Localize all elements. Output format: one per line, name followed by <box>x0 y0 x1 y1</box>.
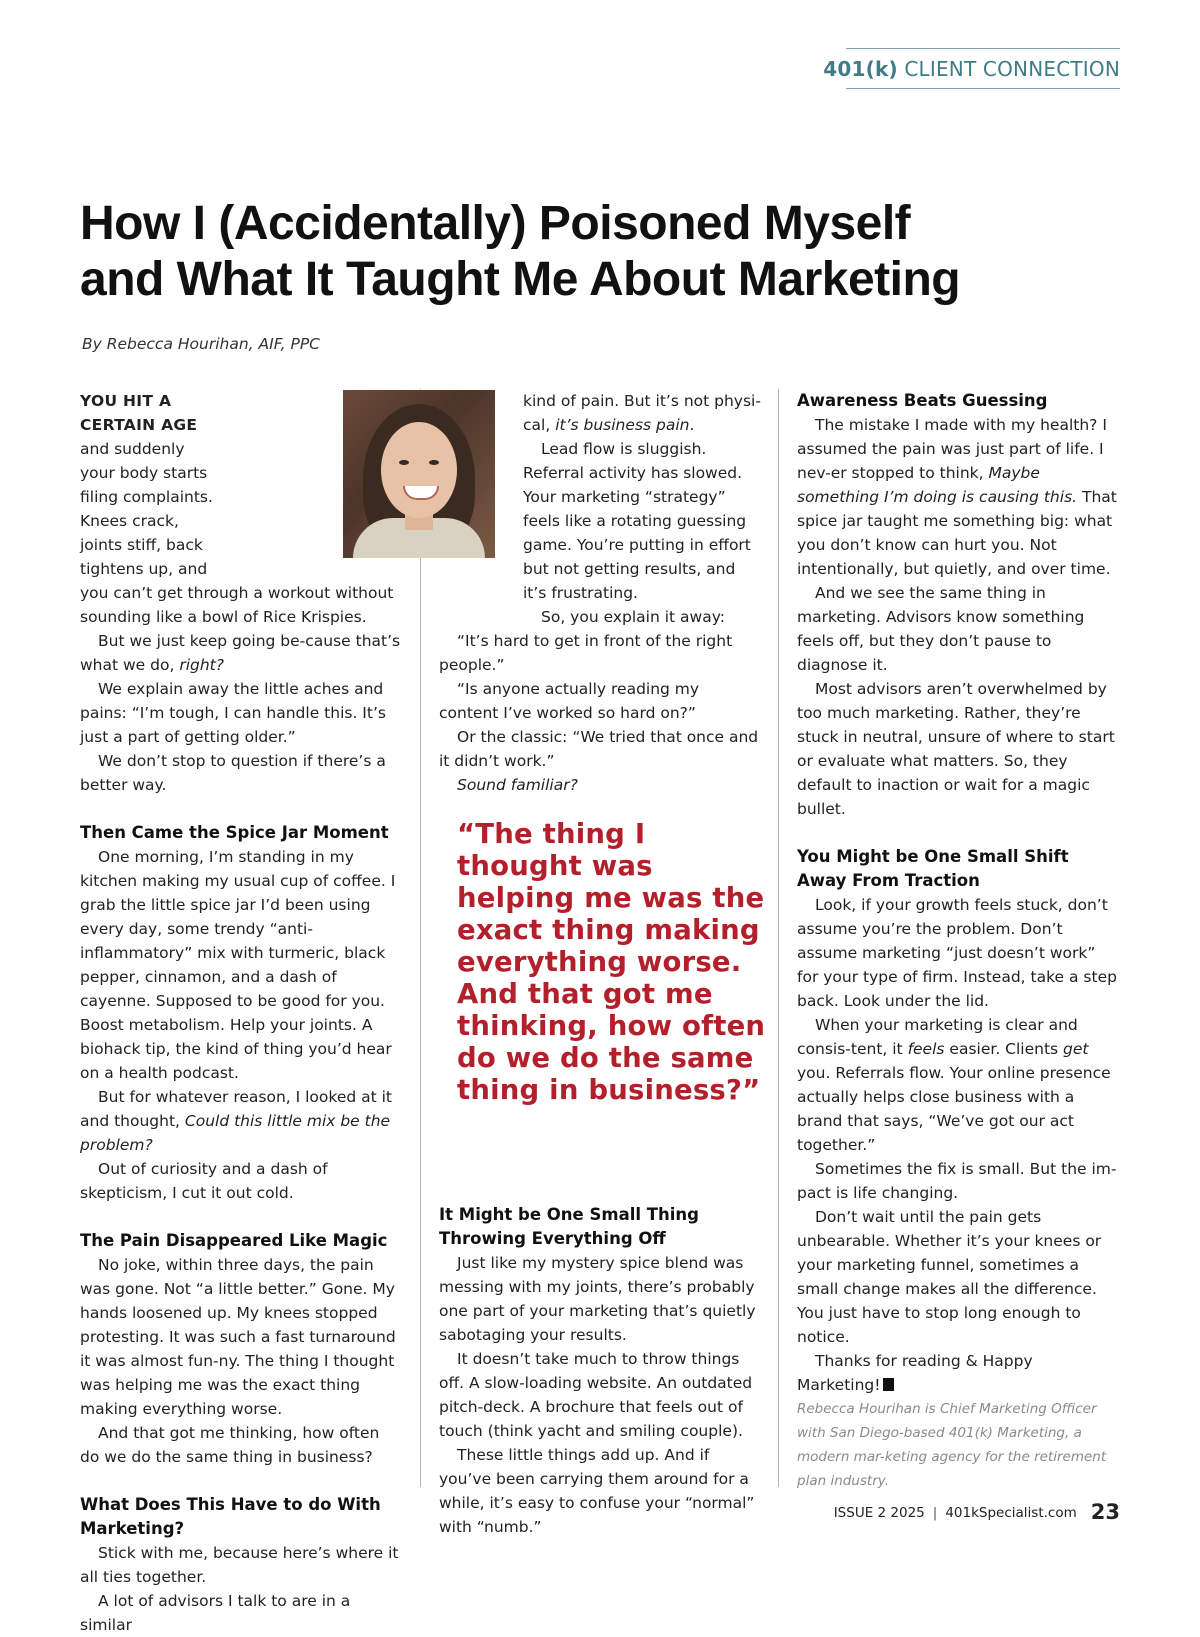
emphasis-text: get <box>1063 1040 1089 1058</box>
section-name: CLIENT CONNECTION <box>904 57 1120 81</box>
footer-divider: | <box>932 1505 938 1521</box>
paragraph-text: But we just keep going be-cause that’s what we do, <box>80 632 401 674</box>
paragraph-text: That spice jar taught me something big: what you don’t know can hurt you. Not intentionally, but quietly, and over time. <box>797 488 1117 578</box>
byline: By Rebecca Hourihan, AIF, PPC <box>82 335 320 353</box>
paragraph: Out of curiosity and a dash of skepticism, I cut it out cold. <box>80 1160 328 1202</box>
paragraph: Or the classic: “We tried that once and it didn’t work.” <box>439 728 759 770</box>
paragraph: No joke, within three days, the pain was gone. Not “a little better.” Gone. My hands loosened up. My knees stopped protesting. It was such a fast turnaround it was almost fun-ny. The thing I thought was helping me was the exact thing making everything worse. <box>80 1256 396 1418</box>
paragraph <box>797 413 1119 581</box>
paragraph: These little things add up. And if you’ve been carrying them around for a while, it’s easy to confuse your “normal” with “numb.” <box>439 1446 755 1536</box>
header-rule-top <box>846 48 1120 49</box>
subheading: Awareness Beats Guessing <box>797 391 1048 410</box>
header-rule-bottom <box>846 88 1120 89</box>
paragraph-text: The mistake I made with my health? I assumed the pain was just part of life. I nev-er stopped to think, <box>797 416 1107 482</box>
paragraph: We explain away the little aches and pains: “I’m tough, I can handle this. It’s just a part of getting older.” <box>80 680 386 746</box>
paragraph: A lot of advisors I talk to are in a similar <box>80 1592 351 1634</box>
subheading: The Pain Disappeared Like Magic <box>80 1231 388 1250</box>
lead-in-caps: YOU HIT A CERTAIN AGE <box>80 392 198 434</box>
site-link[interactable]: 401kSpecialist.com <box>945 1505 1077 1521</box>
column-divider-2 <box>778 389 779 1487</box>
emphasis-text: Maybe something I’m doing is causing this. <box>797 464 1078 506</box>
paragraph: So, you explain it away: <box>541 608 725 626</box>
subheading: Then Came the Spice Jar Moment <box>80 823 389 842</box>
paragraph: Don’t wait until the pain gets unbearable. Whether it’s your knees or your marketing funnel, sometimes a small change makes all the difference. You just have to stop long enough to notice. <box>797 1208 1102 1346</box>
paragraph <box>523 389 761 437</box>
paragraph-text: But for whatever reason, I looked at it and thought, <box>80 1088 393 1130</box>
issue-label: ISSUE 2 2025 <box>833 1505 925 1521</box>
paragraph-text: Thanks for reading & Happy Marketing! <box>797 1352 1033 1394</box>
paragraph: One morning, I’m standing in my kitchen making my usual cup of coffee. I grab the little spice jar I’d been using every day, some trendy “anti-inflammatory” mix with turmeric, black pepper, cinnamon, and a dash of cayenne. Supposed to be good for you. Boost metabolism. Help your joints. A biohack tip, the kind of thing you’d hear on a health podcast. <box>80 848 396 1082</box>
subheading: What Does This Have to do With Marketing? <box>80 1495 381 1538</box>
paragraph: “It’s hard to get in front of the right people.” <box>439 632 733 674</box>
paragraph: And that got me thinking, how often do we do the same thing in business? <box>80 1424 380 1466</box>
brand-label: 401(k) <box>823 57 898 81</box>
title-line-2: and What It Taught Me About Marketing <box>80 253 961 306</box>
paragraph <box>80 1085 402 1157</box>
page-footer <box>834 1500 1120 1524</box>
paragraph-text: and suddenly your body starts filing complaints. Knees crack, joints stiff, back tightens up, and you can’t get through a workout without sounding like a bowl of Rice Krispies. <box>80 440 394 626</box>
subheading: It Might be One Small Thing Throwing Everything Off <box>439 1205 699 1248</box>
subheading: You Might be One Small Shift Away From Traction <box>797 847 1069 890</box>
author-bio: Rebecca Hourihan is Chief Marketing Officer with San Diego-based 401(k) Marketing, a modern mar-keting agency for the retirement plan industry. <box>797 1401 1107 1489</box>
column-1 <box>80 389 402 1637</box>
paragraph-text: kind of pain. But it’s not physi-cal, <box>523 392 761 434</box>
article-title <box>80 196 1080 308</box>
paragraph: Just like my mystery spice blend was messing with my joints, there’s probably one part of your marketing that’s quietly sabotaging your results. <box>439 1254 756 1344</box>
paragraph: Sound familiar? <box>457 776 578 794</box>
paragraph-text: easier. Clients <box>944 1040 1064 1058</box>
paragraph <box>797 1013 1119 1157</box>
paragraph <box>797 1349 1119 1397</box>
section-label <box>823 57 1120 81</box>
paragraph: We don’t stop to question if there’s a better way. <box>80 752 386 794</box>
paragraph-text: When your marketing is clear and consis-tent, it <box>797 1016 1078 1058</box>
emphasis-text: Could this little mix be the problem? <box>80 1112 391 1154</box>
paragraph: Lead flow is sluggish. Referral activity has slowed. Your marketing “strategy” feels like a rotating guessing game. You’re putting in effort but not getting results, and it’s frustrating. <box>523 440 751 602</box>
paragraph-text: . <box>689 416 695 434</box>
photo-wrap-block <box>439 389 761 629</box>
paragraph: Stick with me, because here’s where it all ties together. <box>80 1544 399 1586</box>
paragraph: Most advisors aren’t overwhelmed by too much marketing. Rather, they’re stuck in neutral, unsure of where to start or evaluate what matters. So, they default to inaction or wait for a magic bullet. <box>797 680 1115 818</box>
paragraph <box>80 629 402 677</box>
column-3 <box>797 389 1119 1493</box>
emphasis-text: feels <box>907 1040 945 1058</box>
emphasis-text: right? <box>179 656 224 674</box>
end-mark-icon <box>883 1378 894 1391</box>
paragraph: Look, if your growth feels stuck, don’t assume you’re the problem. Don’t assume marketing “just doesn’t work” for your type of firm. Instead, take a step back. Look under the lid. <box>797 896 1117 1010</box>
title-line-1: How I (Accidentally) Poisoned Myself <box>80 197 911 250</box>
emphasis-text: it’s business pain <box>555 416 690 434</box>
paragraph-text: you. Referrals flow. Your online presence actually helps close business with a brand that says, “We’ve got our act together.” <box>797 1064 1111 1154</box>
pull-quote: “The thing I thought was helping me was the exact thing making everything worse. And that got me thinking, how often do we do the same thing in business?” <box>457 818 766 1106</box>
paragraph: “Is anyone actually reading my content I’ve worked so hard on?” <box>439 680 700 722</box>
page-number: 23 <box>1090 1500 1120 1524</box>
paragraph: It doesn’t take much to throw things off. A slow-loading website. An outdated pitch-deck. A brochure that feels out of touch (think yacht and smiling couple). <box>439 1350 753 1440</box>
paragraph: Sometimes the fix is small. But the im-pact is life changing. <box>797 1160 1117 1202</box>
paragraph: And we see the same thing in marketing. Advisors know something feels off, but they don’t pause to diagnose it. <box>797 584 1085 674</box>
